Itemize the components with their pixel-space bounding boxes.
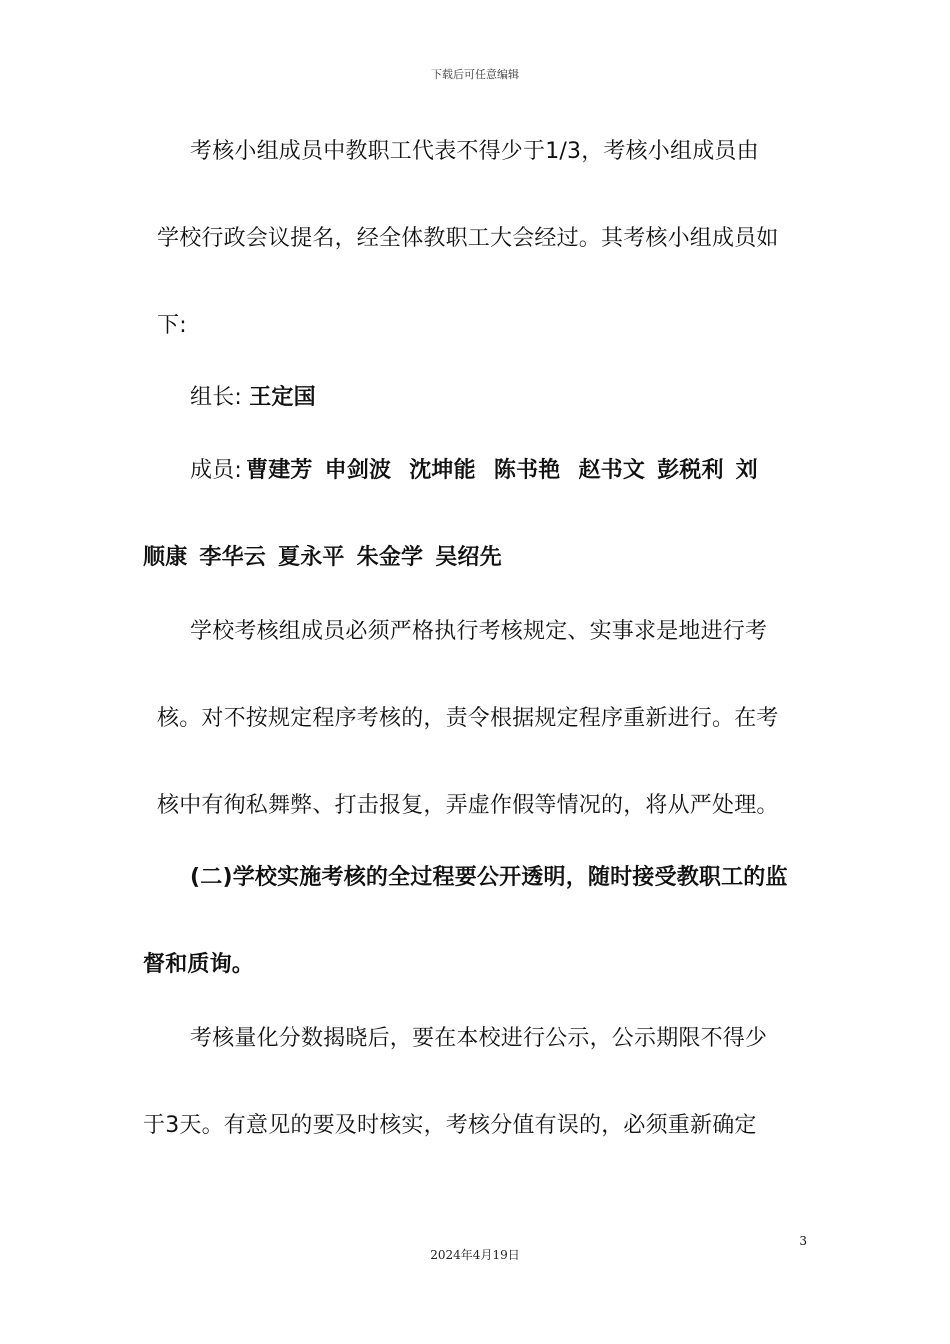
para2-line1: 学校考核组成员必须严格执行考核规定、实事求是地进行考 [190, 619, 768, 644]
header-note: 下载后可任意编辑 [431, 68, 519, 81]
member-name: 彭税利 [657, 458, 724, 483]
member-name: 吴绍先 [435, 545, 502, 570]
leader-name: 王定国 [249, 385, 316, 410]
member-name: 曹建芳 [246, 458, 313, 483]
para1-line1: 考核小组成员中教职工代表不得少于1/3，考核小组成员由 [190, 139, 759, 164]
members-line2 [143, 543, 514, 573]
member-name: 刘 [735, 458, 758, 483]
section2-heading-line1: (二)学校实施考核的全过程要公开透明，随时接受教职工的监 [190, 865, 788, 890]
members-label: 成员: [190, 458, 243, 483]
member-name: 朱金学 [356, 545, 424, 570]
para2-line3: 核中有徇私舞弊、打击报复，弄虚作假等情况的，将从严处理。 [157, 793, 779, 818]
member-name: 陈书艳 [493, 458, 561, 483]
para3-line1: 考核量化分数揭晓后，要在本校进行公示，公示期限不得少 [190, 1026, 768, 1051]
para2-line2: 核。对不按规定程序考核的，责令根据规定程序重新进行。在考 [157, 706, 779, 731]
leader-label: 组长: [190, 385, 243, 410]
section2-heading-line2: 督和质询。 [143, 952, 255, 977]
member-name: 顺康 [143, 545, 188, 570]
member-name: 李华云 [199, 545, 267, 570]
member-name: 赵书文 [578, 458, 646, 483]
members-line1 [190, 456, 758, 486]
para1-line3: 下: [157, 313, 187, 338]
member-name: 沈坤能 [409, 458, 476, 483]
page-number: 3 [799, 1234, 807, 1248]
leader-line [190, 383, 316, 413]
footer-date: 2024年4月19日 [430, 1248, 520, 1262]
para3-line2: 于3天。有意见的要及时核实，考核分值有误的，必须重新确定 [143, 1113, 757, 1138]
member-name: 申剑波 [324, 458, 392, 483]
member-name: 夏永平 [278, 545, 345, 570]
para1-line2: 学校行政会议提名，经全体教职工大会经过。其考核小组成员如 [157, 226, 779, 251]
